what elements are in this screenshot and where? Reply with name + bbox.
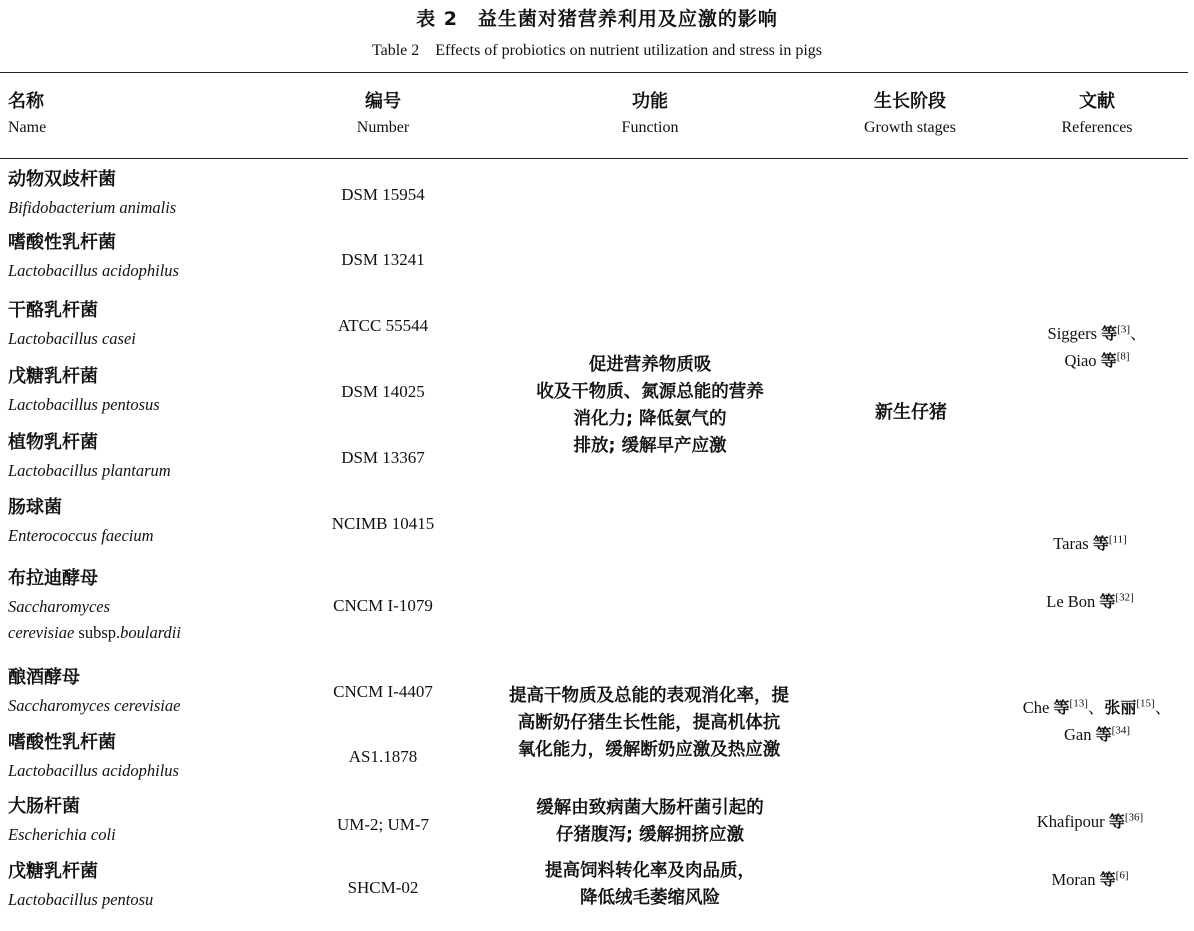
table-row-number-2: DSM 13241 bbox=[341, 250, 425, 269]
table-row-name-11: 戊糖乳杆菌 Lactobacillus pentosu bbox=[8, 861, 154, 909]
header-name: 名称 Name bbox=[8, 91, 47, 136]
table-row-number-6: NCIMB 10415 bbox=[331, 514, 435, 533]
function-text-4: 提高饲料转化率及肉品质， 降低绒毛萎缩风险 bbox=[545, 861, 755, 909]
header-number: 编号 Number bbox=[356, 91, 410, 136]
table-row-name-2: 嗜酸性乳杆菌 Lactobacillus acidophilus bbox=[8, 232, 179, 280]
table-row-name-5: 植物乳杆菌 Lactobacillus plantarum bbox=[8, 432, 171, 480]
table-row-number-9: AS1.1878 bbox=[348, 747, 418, 766]
table-row-number-8: CNCM I-4407 bbox=[333, 682, 433, 701]
table-title-cn: 表 2 益生菌对猪营养利用及应激的影响 bbox=[416, 8, 778, 30]
table-row-name-4: 戊糖乳杆菌 Lactobacillus pentosus bbox=[8, 366, 160, 414]
table-row-number-4: DSM 14025 bbox=[341, 382, 425, 401]
function-text-3: 缓解由致病菌大肠杆菌引起的 仔猪腹泻; 缓解拥挤应激 bbox=[536, 798, 764, 846]
reference-2: Taras 等[11] bbox=[1053, 533, 1127, 553]
table-row-number-11: SHCM-02 bbox=[347, 878, 419, 897]
table-row-number-1: DSM 15954 bbox=[341, 185, 425, 204]
function-text-2: 提高干物质及总能的表观消化率，提 高断奶仔猪生长性能，提高机体抗 氧化能力，缓解断奶应激及热应激 bbox=[509, 686, 789, 761]
top-rule bbox=[0, 72, 1188, 73]
table-row-name-7: 布拉迪酵母 Saccharomyces cerevisiae subsp.boulardii bbox=[8, 568, 181, 643]
header-references: 文献 References bbox=[1061, 91, 1133, 136]
growth-stage-text: 新生仔猪 bbox=[875, 402, 947, 423]
table-row-name-9: 嗜酸性乳杆菌 Lactobacillus acidophilus bbox=[8, 732, 179, 780]
reference-4: Che 等[13]、张丽[15]、 Gan 等[34] bbox=[1022, 697, 1172, 745]
reference-1: Siggers 等[3]、 Qiao 等[8] bbox=[1047, 323, 1147, 371]
header-rule bbox=[0, 158, 1188, 159]
table-row-number-5: DSM 13367 bbox=[341, 448, 425, 467]
table-row-name-1: 动物双歧杆菌 Bifidobacterium animalis bbox=[8, 169, 177, 217]
function-text-1: 促进营养物质吸 收及干物质、氮源总能的营养 消化力; 降低氨气的 排放; 缓解早产应激 bbox=[536, 355, 764, 457]
header-function: 功能 Function bbox=[621, 91, 679, 136]
table-row-number-10: UM-2; UM-7 bbox=[336, 815, 430, 834]
reference-3: Le Bon 等[32] bbox=[1046, 591, 1134, 611]
table-row-number-3: ATCC 55544 bbox=[337, 316, 429, 335]
reference-5: Khafipour 等[36] bbox=[1036, 811, 1144, 831]
table-row-name-10: 大肠杆菌 Escherichia coli bbox=[8, 796, 116, 844]
table-row-name-6: 肠球菌 Enterococcus faecium bbox=[8, 497, 154, 545]
table-title-en: Table 2 Effects of probiotics on nutrient utilization and stress in pigs bbox=[371, 42, 823, 59]
table-row-name-8: 酿酒酵母 Saccharomyces cerevisiae bbox=[8, 667, 181, 715]
header-stage: 生长阶段 Growth stages bbox=[864, 91, 956, 136]
table-row-name-3: 干酪乳杆菌 Lactobacillus casei bbox=[8, 300, 136, 348]
reference-6: Moran 等[6] bbox=[1051, 869, 1129, 889]
table-row-number-7: CNCM I-1079 bbox=[333, 596, 433, 615]
